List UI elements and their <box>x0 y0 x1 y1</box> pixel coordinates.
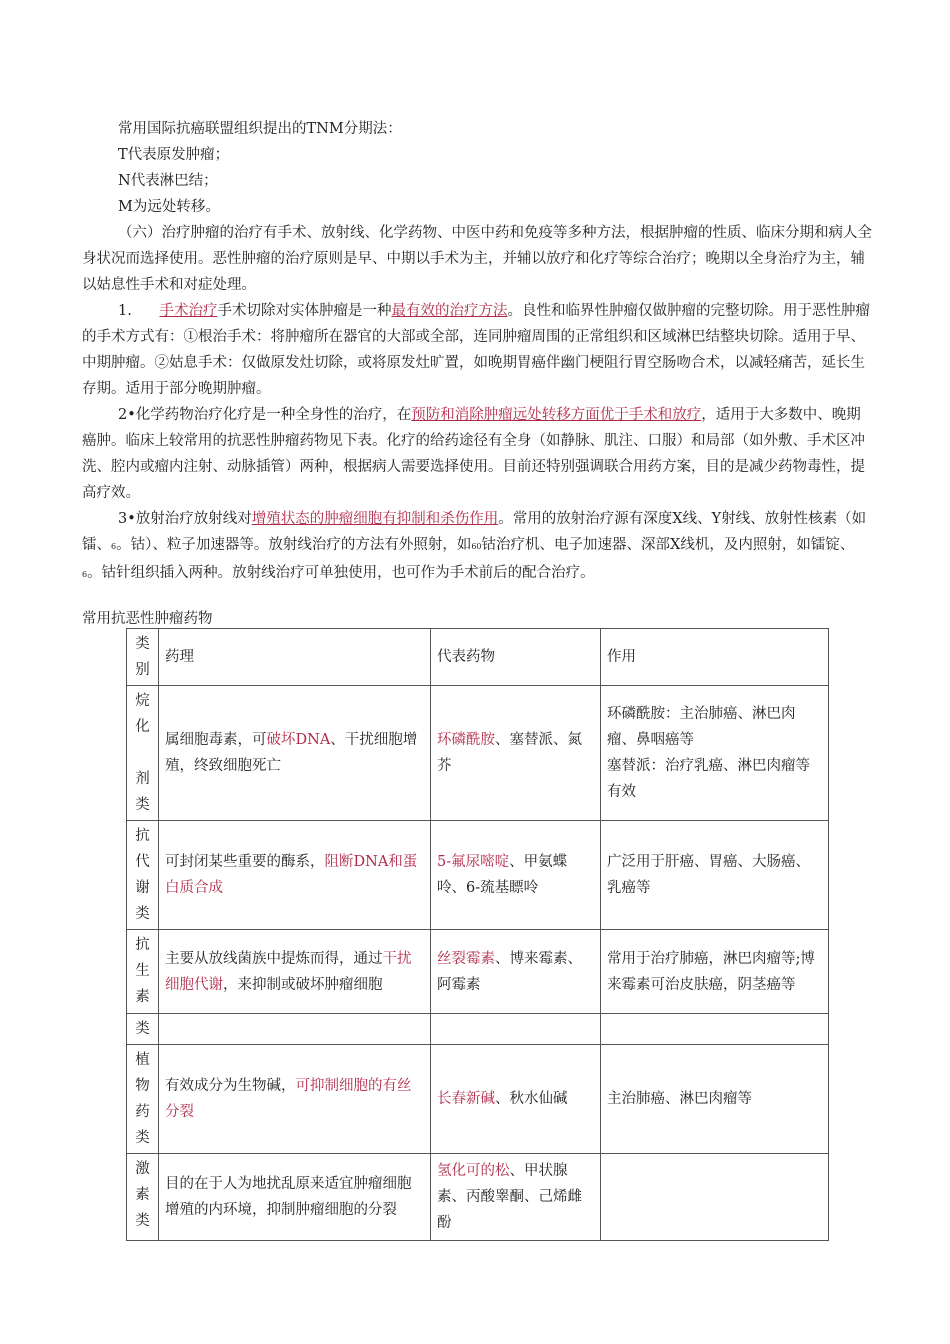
surgery-highlight: 最有效的治疗方法 <box>391 303 508 319</box>
chemo-paragraph: 2•化学药物治疗化疗是一种全身性的治疗，在预防和消除肿瘤远处转移方面优于手术和放疗，适用于大多数中、晚期癌肿。临床上较常用的抗恶性肿瘤药物见下表。化疗的给药途径有全身（如静脉、肌注、口服）和局部（如外敷、手术区冲洗、腔内或瘤内注射、动脉插管）两种，根据病人需要选择使用。目前还特别强调联合用药方案，目的是减少药物毒性，提高疗效。 <box>82 407 865 501</box>
table-row <box>127 686 829 821</box>
table-row <box>127 1154 829 1241</box>
tnm-n: N代表淋巴结； <box>118 173 218 189</box>
surgery-paragraph: 1. 手术治疗手术切除对实体肿瘤是一种最有效的治疗方法。良性和临界性肿瘤仅做肿瘤的完整切除。用于恶性肿瘤的手术方式有：①根治手术：将肿瘤所在器官的大部或全部，连同肿瘤周围的正常组织和区域淋巴结整块切除。适用于早、中期肿瘤。②姑息手术：仅做原发灶切除，或将原发灶旷置，如晚期胃癌伴幽门梗阻行胃空肠吻合术，以减轻痛苦，延长生存期。适用于部分晚期肿瘤。 <box>82 303 870 397</box>
row-mechanism: 目的在于人为地扰乱原来适宜肿瘤细胞增殖的内环境，抑制肿瘤细胞的分裂 <box>159 1154 431 1241</box>
radio-highlight: 增殖状态的肿瘤细胞有抑制和杀伤作用 <box>251 511 499 527</box>
drug-table <box>126 628 829 1241</box>
row-effect <box>601 1154 829 1241</box>
header-effect: 作用 <box>601 629 829 686</box>
surgery-term: 手术治疗 <box>159 303 218 319</box>
row-category: 类 <box>127 1014 159 1045</box>
row-drugs: 丝裂霉素、博来霉素、阿霉素 <box>431 930 601 1014</box>
table-row <box>127 1014 829 1045</box>
row-drugs: 氢化可的松、甲状腺素、丙酸睾酮、己烯雌酚 <box>431 1154 601 1241</box>
table-header-row <box>127 629 829 686</box>
tnm-t: T代表原发肿瘤； <box>118 147 230 163</box>
table-caption: 常用抗恶性肿瘤药物 <box>82 611 213 627</box>
table-row <box>127 930 829 1014</box>
header-mechanism: 药理 <box>159 629 431 686</box>
table-row <box>127 821 829 930</box>
row-drugs: 长春新碱、秋水仙碱 <box>431 1045 601 1154</box>
row-mechanism: 属细胞毒素，可破坏DNA、干扰细胞增殖，终致细胞死亡 <box>159 686 431 821</box>
row-drugs: 环磷酰胺、塞替派、氮芥 <box>431 686 601 821</box>
tnm-m: M为远处转移。 <box>118 199 220 215</box>
row-category: 抗 代 谢 类 <box>127 821 159 930</box>
row-mechanism: 可封闭某些重要的酶系，阻断DNA和蛋白质合成 <box>159 821 431 930</box>
row-mechanism: 有效成分为生物碱，可抑制细胞的有丝分裂 <box>159 1045 431 1154</box>
row-category: 植 物 药 类 <box>127 1045 159 1154</box>
surgery-number: 1. <box>118 303 132 319</box>
row-mechanism: 主要从放线菌族中提炼而得，通过干扰细胞代谢，来抑制或破坏肿瘤细胞 <box>159 930 431 1014</box>
row-effect: 环磷酰胺：主治肺癌、淋巴肉瘤、鼻咽癌等 塞替派：治疗乳癌、淋巴肉瘤等有效 <box>601 686 829 821</box>
row-effect: 常用于治疗肺癌，淋巴肉瘤等;博来霉素可治皮肤癌，阴茎癌等 <box>601 930 829 1014</box>
radio-paragraph: 3•放射治疗放射线对增殖状态的肿瘤细胞有抑制和杀伤作用。常用的放射治疗源有深度X线、Y射线、放射性核素（如镭、6。钴）、粒子加速器等。放射线治疗的方法有外照射，如60钴治疗机、电子加速器、深部X线机，及内照射，如镭锭、6。钴针组织插入两种。放射线治疗可单独使用，也可作为手术前后的配合治疗。 <box>82 511 867 581</box>
row-category: 抗 生 素 <box>127 930 159 1014</box>
row-drugs: 5-氟尿嘧啶、甲氨蝶呤、6-巯基瞟呤 <box>431 821 601 930</box>
chemo-highlight: 预防和消除肿瘤远处转移方面优于手术和放疗 <box>411 407 702 423</box>
header-category: 类 别 <box>127 629 159 686</box>
row-category: 烷 化 剂 类 <box>127 686 159 821</box>
section-six-paragraph: （六）治疗肿瘤的治疗有手术、放射线、化学药物、中医中药和免疫等多种方法，根据肿瘤的性质、临床分期和病人全身状况而选择使用。恶性肿瘤的治疗原则是早、中期以手术为主，并辅以放疗和化疗等综合治疗；晚期以全身治疗为主，辅以姑息性手术和对症处理。 <box>82 225 872 293</box>
table-row <box>127 1045 829 1154</box>
row-category: 激 素 类 <box>127 1154 159 1241</box>
row-effect: 广泛用于肝癌、胃癌、大肠癌、乳癌等 <box>601 821 829 930</box>
header-drugs: 代表药物 <box>431 629 601 686</box>
row-effect: 主治肺癌、淋巴肉瘤等 <box>601 1045 829 1154</box>
tnm-intro: 常用国际抗癌联盟组织提出的TNM分期法： <box>118 121 402 137</box>
